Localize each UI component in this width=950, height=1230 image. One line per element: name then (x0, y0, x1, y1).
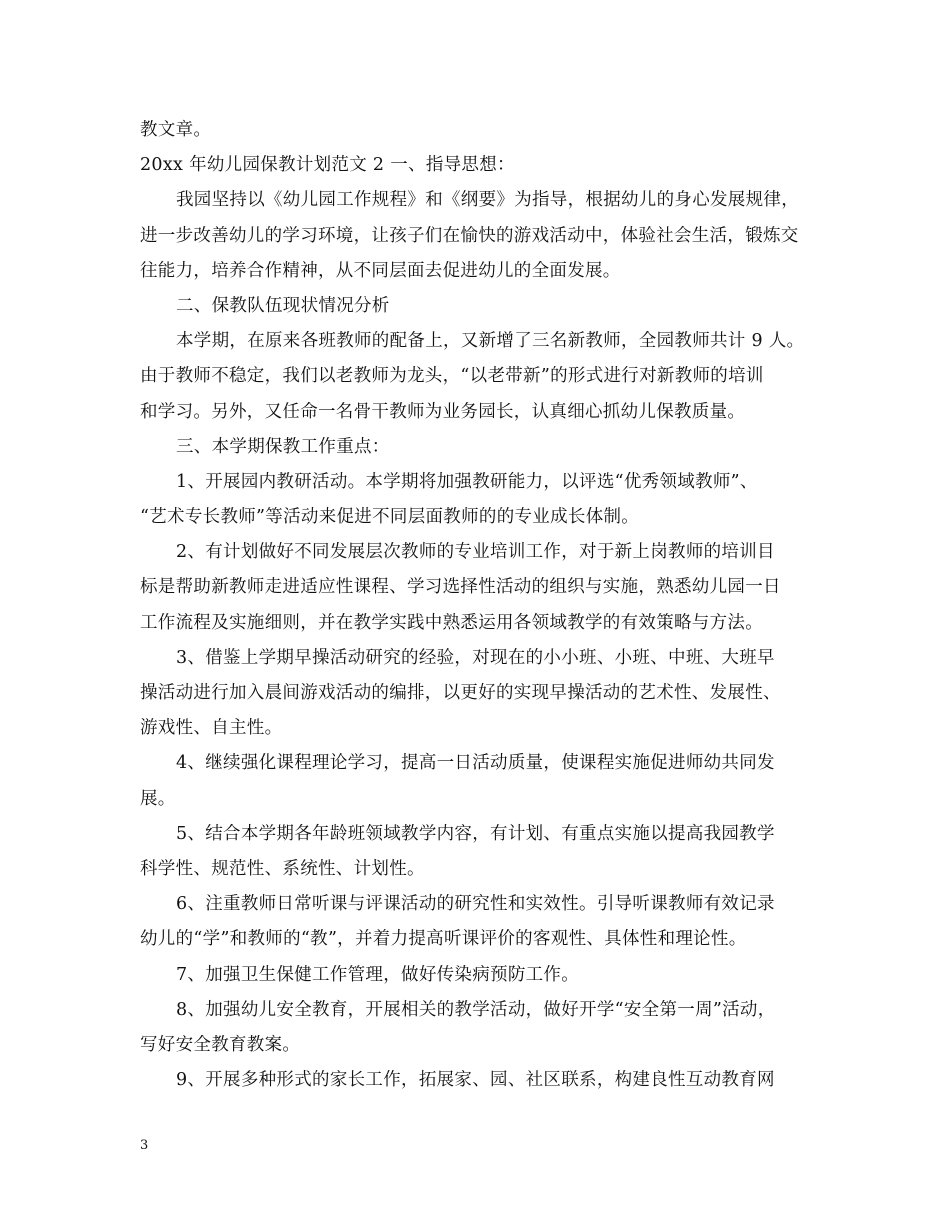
page-number: 3 (140, 1138, 149, 1153)
text-line: 往能力，培养合作精神，从不同层面去促进幼儿的全面发展。 (140, 260, 621, 281)
text-line: 教文章。 (140, 120, 212, 140)
text-line: 9、开展多种形式的家长工作，拓展家、园、社区联系，构建良性互动教育网 (176, 1070, 775, 1091)
text-line: 幼儿的“学”和教师的“教”，并着力提高听课评价的客观性、具体性和理论性。 (140, 929, 747, 950)
text-line: 科学性、规范性、系统性、计划性。 (140, 858, 425, 879)
text-line: 1、开展园内教研活动。本学期将加强教研能力，以评选“优秀领域教师”、 (176, 471, 758, 492)
text-line: 写好安全教育教案。 (140, 1034, 301, 1055)
text-line: 4、继续强化课程理论学习，提高一日活动质量，使课程实施促进师幼共同发 (176, 753, 775, 774)
text-line: 我园坚持以《幼儿园工作规程》和《纲要》为指导，根据幼儿的身心发展规律， (176, 190, 799, 211)
document-body (140, 113, 820, 1098)
text-line: 20xx 年幼儿园保教计划范文 2 一、指导思想： (140, 155, 515, 176)
text-line: 标是帮助新教师走进适应性课程、学习选择性活动的组织与实施，熟悉幼儿园一日 (140, 577, 781, 598)
text-line: 本学期，在原来各班教师的配备上，又新增了三名新教师，全园教师共计 9 人。 (176, 331, 805, 352)
text-line: 和学习。另外，又任命一名骨干教师为业务园长，认真细心抓幼儿保教质量。 (140, 401, 746, 422)
text-line: “艺术专长教师”等活动来促进不同层面教师的的专业成长体制。 (140, 507, 640, 528)
text-line: 2、有计划做好不同发展层次教师的专业培训工作，对于新上岗教师的培训目 (176, 542, 775, 563)
text-line: 5、结合本学期各年龄班领域教学内容，有计划、有重点实施以提高我园教学 (176, 823, 775, 844)
text-line: 工作流程及实施细则，并在教学实践中熟悉运用各领域教学的有效策略与方法。 (140, 612, 763, 633)
text-line: 3、借鉴上学期早操活动研究的经验，对现在的小小班、小班、中班、大班早 (176, 647, 775, 668)
text-line: 由于教师不稳定，我们以老教师为龙头，“以老带新”的形式进行对新教师的培训 (140, 366, 764, 387)
text-line: 三、本学期保教工作重点： (176, 436, 390, 457)
text-line: 展。 (140, 788, 176, 809)
text-line: 7、加强卫生保健工作管理，做好传染病预防工作。 (176, 964, 580, 985)
text-line: 6、注重教师日常听课与评课活动的研究性和实效性。引导听课教师有效记录 (176, 894, 775, 915)
text-line: 操活动进行加入晨间游戏活动的编排，以更好的实现早操活动的艺术性、发展性、 (140, 683, 781, 703)
text-line: 8、加强幼儿安全教育，开展相关的教学活动，做好开学“安全第一周”活动， (176, 999, 776, 1020)
text-line: 二、保教队伍现状情况分析 (176, 295, 390, 316)
text-line: 游戏性、自主性。 (140, 718, 283, 739)
text-line: 进一步改善幼儿的学习环境，让孩子们在愉快的游戏活动中，体验社会生活，锻炼交 (140, 225, 799, 246)
